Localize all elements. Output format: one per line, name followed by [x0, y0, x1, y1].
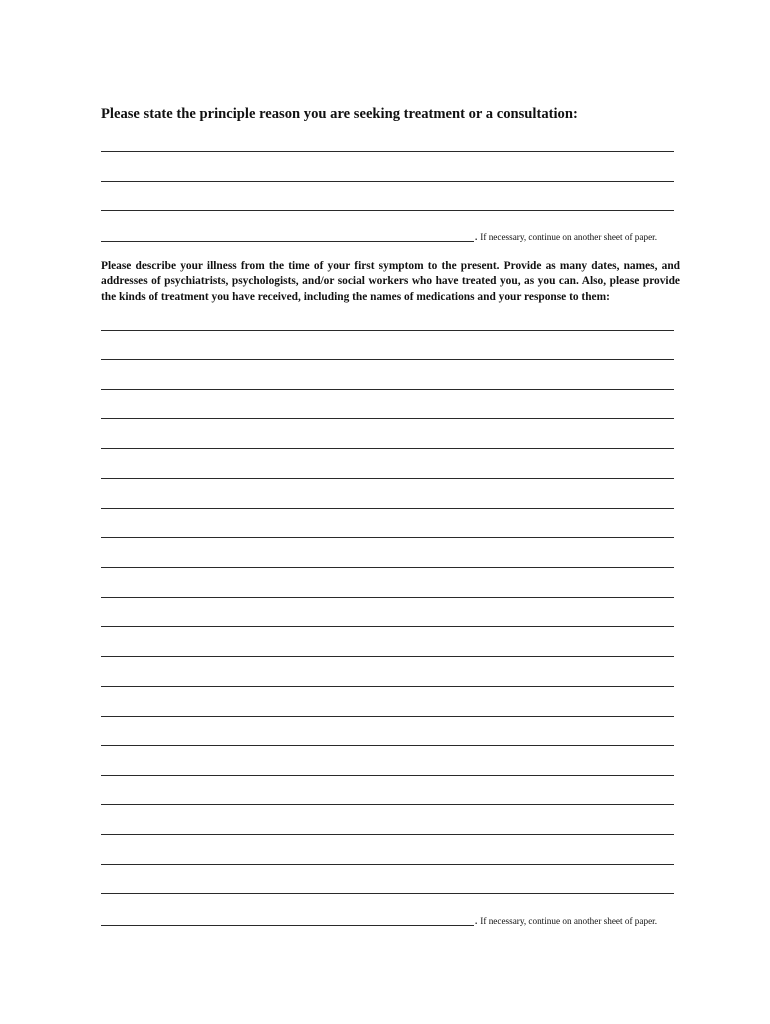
reason-answer-line[interactable] — [101, 181, 674, 182]
illness-answer-line[interactable] — [101, 448, 674, 449]
illness-answer-line[interactable] — [101, 359, 674, 360]
illness-answer-line[interactable] — [101, 478, 674, 479]
note-dot: . — [475, 232, 478, 242]
illness-answer-line[interactable] — [101, 925, 474, 926]
continue-note — [475, 232, 657, 242]
illness-answer-line[interactable] — [101, 893, 674, 894]
illness-answer-line[interactable] — [101, 508, 674, 509]
illness-answer-line[interactable] — [101, 537, 674, 538]
illness-answer-line[interactable] — [101, 864, 674, 865]
illness-answer-line[interactable] — [101, 834, 674, 835]
illness-answer-line[interactable] — [101, 626, 674, 627]
reason-answer-line[interactable] — [101, 151, 674, 152]
illness-answer-line[interactable] — [101, 567, 674, 568]
note-dot: . — [475, 916, 478, 926]
reason-answer-line[interactable] — [101, 241, 474, 242]
illness-description-prompt: Please describe your illness from the time of your first symptom to the present. Provide as many dates, names, and addresses of psychiatrists, psychologists, and/or social workers who have treated you, as you can. Also, please provide the kinds of treatment you have received, including the names of medications and your response to them: — [101, 260, 680, 303]
illness-answer-line[interactable] — [101, 804, 674, 805]
continue-note-text: If necessary, continue on another sheet of paper. — [480, 916, 657, 926]
illness-answer-line[interactable] — [101, 389, 674, 390]
continue-note — [475, 916, 657, 926]
continue-note-text: If necessary, continue on another sheet of paper. — [480, 232, 657, 242]
illness-answer-line[interactable] — [101, 656, 674, 657]
illness-answer-line[interactable] — [101, 686, 674, 687]
reason-heading: Please state the principle reason you are seeking treatment or a consultation: — [101, 106, 578, 122]
illness-answer-line[interactable] — [101, 745, 674, 746]
illness-answer-line[interactable] — [101, 330, 674, 331]
illness-answer-line[interactable] — [101, 716, 674, 717]
illness-answer-line[interactable] — [101, 418, 674, 419]
illness-answer-line[interactable] — [101, 775, 674, 776]
illness-answer-line[interactable] — [101, 597, 674, 598]
reason-answer-line[interactable] — [101, 210, 674, 211]
